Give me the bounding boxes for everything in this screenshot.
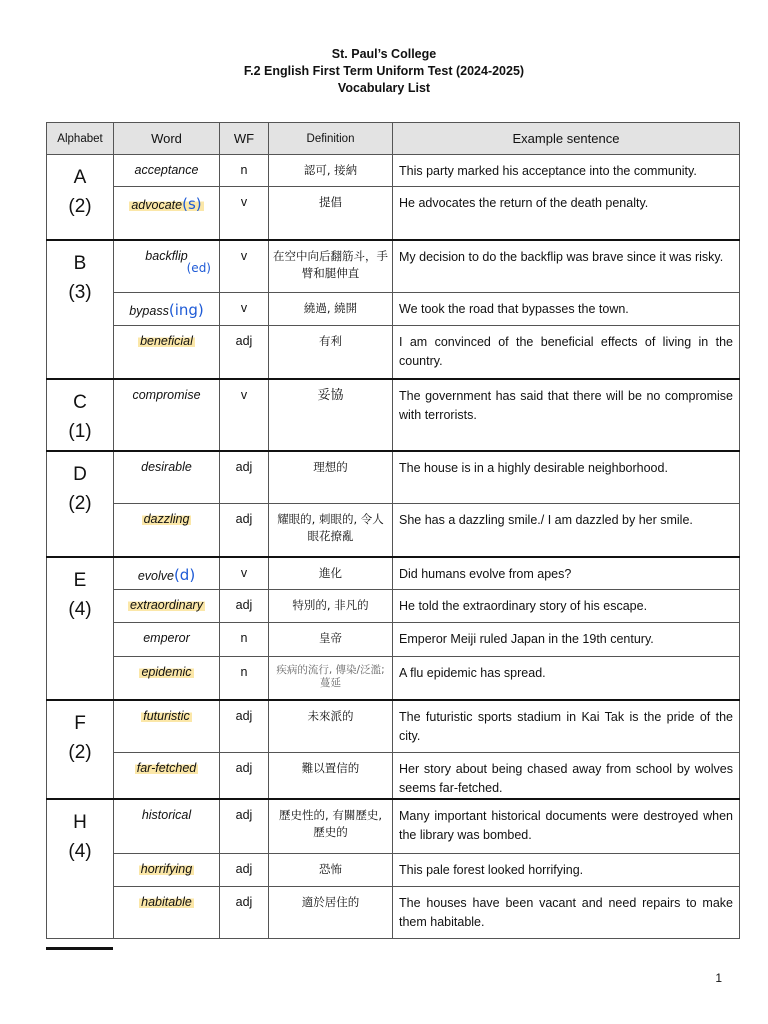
definition-cell: 特別的, 非凡的 [269, 590, 393, 623]
example-cell: Did humans evolve from apes? [393, 557, 740, 590]
word: acceptance [134, 163, 199, 177]
group-cell-f [47, 700, 114, 800]
test-title: F.2 English First Term Uniform Test (2024-2025) [243, 64, 525, 78]
word-cell [114, 753, 220, 800]
group-letter: B [73, 252, 87, 274]
word-cell [114, 326, 220, 379]
table-row [47, 379, 740, 451]
school-name: St. Paul’s College [331, 47, 437, 61]
word: habitable [141, 894, 192, 909]
definition-cell: 提倡 [269, 187, 393, 240]
table-row [47, 557, 740, 590]
definition-cell: 皇帝 [269, 623, 393, 657]
wf-cell: adj [220, 799, 269, 853]
wf-cell: v [220, 187, 269, 240]
group-count: (1) [68, 420, 92, 442]
group-letter: H [73, 812, 87, 833]
group-cell-e [47, 557, 114, 700]
word: extraordinary [130, 598, 203, 612]
table-row [47, 886, 740, 938]
wf-cell: v [220, 293, 269, 326]
wf-cell: v [220, 240, 269, 293]
word-cell [114, 379, 220, 451]
wf-cell: n [220, 657, 269, 700]
definition-cell: 有利 [269, 326, 393, 379]
example-cell: My decision to do the backflip was brave since it was risky. [393, 240, 740, 293]
group-letter: A [73, 167, 87, 188]
group-letter: E [73, 569, 87, 591]
word: historical [141, 808, 192, 822]
table-row [47, 753, 740, 800]
definition-cell: 進化 [269, 557, 393, 590]
example-cell: This pale forest looked horrifying. [393, 853, 740, 886]
word-cell [114, 886, 220, 938]
table-row [47, 451, 740, 504]
table-row [47, 187, 740, 240]
wf-cell: adj [220, 753, 269, 800]
col-header-word: Word [114, 123, 220, 155]
word: bypass [129, 304, 169, 318]
definition-cell: 理想的 [269, 451, 393, 504]
word-cell [114, 155, 220, 187]
word: backflip [145, 248, 188, 263]
table-row [47, 504, 740, 557]
definition-cell: 繞過, 繞開 [269, 293, 393, 326]
col-header-alphabet: Alphabet [47, 123, 114, 155]
wf-cell: adj [220, 590, 269, 623]
group-letter: D [73, 463, 87, 485]
word-cell [114, 504, 220, 557]
definition-cell: 認可, 接納 [269, 155, 393, 187]
example-cell: The futuristic sports stadium in Kai Tak is the pride of the city. [393, 700, 740, 753]
table-row [47, 853, 740, 886]
table-row [47, 240, 740, 293]
wf-cell: v [220, 379, 269, 451]
example-cell: The government has said that there will be no compromise with terrorists. [393, 379, 740, 451]
group-cell-h [47, 799, 114, 938]
wf-cell: adj [220, 700, 269, 753]
wf-cell: adj [220, 451, 269, 504]
handwritten-annotation: (ed) [186, 260, 211, 275]
word-cell [114, 700, 220, 753]
word-cell [114, 240, 220, 293]
word: compromise [132, 387, 201, 402]
word-cell [114, 590, 220, 623]
group-count: (2) [68, 196, 92, 217]
word: desirable [141, 459, 192, 474]
word-cell [114, 557, 220, 590]
word: futuristic [143, 708, 190, 723]
table-end-bar [46, 947, 113, 950]
definition-cell: 妥協 [269, 379, 393, 451]
word-cell [114, 799, 220, 853]
group-cell-b [47, 240, 114, 379]
group-count: (2) [68, 741, 92, 763]
definition-cell: 未來派的 [269, 700, 393, 753]
definition-cell: 在空中向后翻筋斗，手臂和腿伸直 [269, 240, 393, 293]
word: horrifying [140, 861, 193, 876]
word: advocate(s) [131, 195, 202, 213]
table-row [47, 155, 740, 187]
word: epidemic [141, 665, 192, 679]
wf-cell: adj [220, 326, 269, 379]
col-header-wf: WF [220, 123, 269, 155]
wf-cell: adj [220, 886, 269, 938]
definition-cell: 耀眼的, 刺眼的, 令人眼花撩亂 [269, 504, 393, 557]
example-cell: I am convinced of the beneficial effects of living in the country. [393, 326, 740, 379]
definition-cell: 歷史性的, 有關歷史, 歷史的 [269, 799, 393, 853]
list-title: Vocabulary List [337, 81, 431, 95]
group-count: (4) [68, 598, 92, 620]
definition-cell: 難以置信的 [269, 753, 393, 800]
wf-cell: adj [220, 504, 269, 557]
table-row [47, 623, 740, 657]
table-row [47, 293, 740, 326]
example-cell: Emperor Meiji ruled Japan in the 19th century. [393, 623, 740, 657]
group-count: (2) [68, 492, 92, 514]
group-letter: C [73, 391, 87, 413]
table-row [47, 657, 740, 700]
word: emperor [143, 631, 190, 645]
group-count: (3) [68, 281, 92, 303]
table-row [47, 799, 740, 853]
table-row [47, 326, 740, 379]
group-cell-d [47, 451, 114, 557]
handwritten-annotation: (ing) [168, 301, 204, 319]
table-row [47, 590, 740, 623]
word-cell [114, 187, 220, 240]
wf-cell: adj [220, 853, 269, 886]
table-header-row [47, 123, 740, 155]
group-letter: F [74, 712, 86, 734]
word: dazzling [143, 512, 190, 526]
group-count: (4) [68, 841, 92, 862]
word-cell [114, 853, 220, 886]
example-cell: Her story about being chased away from school by wolves seems far-fetched. [393, 753, 740, 800]
wf-cell: v [220, 557, 269, 590]
document-header [0, 46, 768, 97]
word-cell [114, 451, 220, 504]
word-cell [114, 623, 220, 657]
definition-cell: 疾病的流行, 傳染/泛濫; 蔓延 [269, 657, 393, 700]
example-cell: He told the extraordinary story of his escape. [393, 590, 740, 623]
col-header-example: Example sentence [393, 123, 740, 155]
handwritten-annotation: (s) [182, 195, 202, 213]
group-cell-a [47, 155, 114, 240]
table-row [47, 700, 740, 753]
handwritten-annotation: (d) [173, 565, 196, 584]
col-header-definition: Definition [269, 123, 393, 155]
example-cell: This party marked his acceptance into the community. [393, 155, 740, 187]
example-cell: We took the road that bypasses the town. [393, 293, 740, 326]
word: evolve [137, 568, 174, 583]
word: far-fetched [136, 761, 197, 775]
page-number: 1 [715, 971, 722, 985]
group-cell-c [47, 379, 114, 451]
example-cell: The houses have been vacant and need repairs to make them habitable. [393, 886, 740, 938]
definition-cell: 恐怖 [269, 853, 393, 886]
example-cell: Many important historical documents were destroyed when the library was bombed. [393, 799, 740, 853]
example-cell: He advocates the return of the death penalty. [393, 187, 740, 240]
definition-cell: 適於居住的 [269, 886, 393, 938]
word: beneficial [140, 334, 193, 348]
vocabulary-table [46, 122, 740, 939]
wf-cell: n [220, 623, 269, 657]
example-cell: A flu epidemic has spread. [393, 657, 740, 700]
word-cell [114, 293, 220, 326]
wf-cell: n [220, 155, 269, 187]
example-cell: She has a dazzling smile./ I am dazzled by her smile. [393, 504, 740, 557]
example-cell: The house is in a highly desirable neighborhood. [393, 451, 740, 504]
word-cell [114, 657, 220, 700]
